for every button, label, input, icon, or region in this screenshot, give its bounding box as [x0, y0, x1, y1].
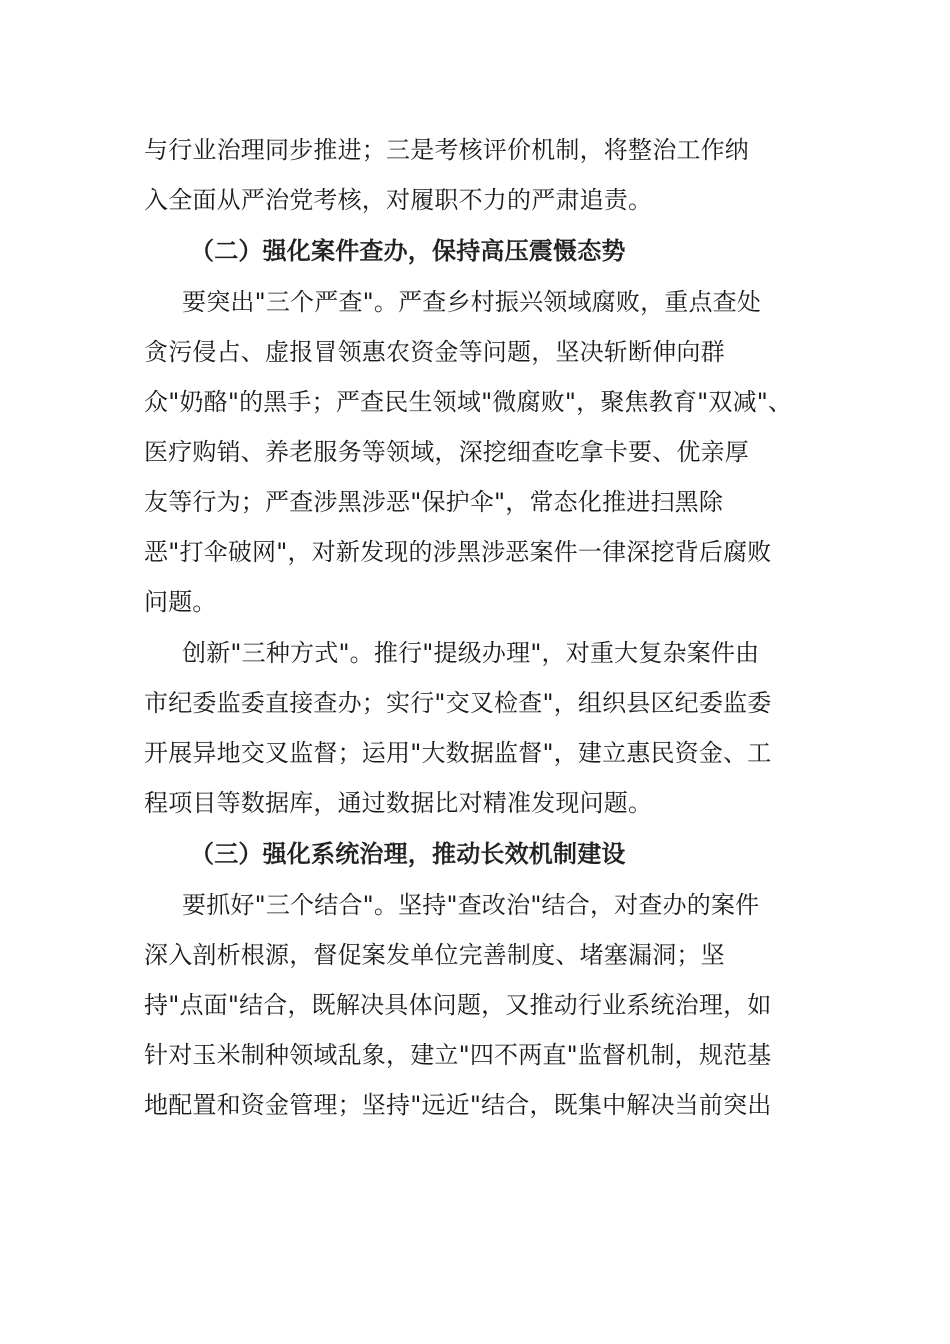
body-text-line: 程项目等数据库，通过数据比对精准发现问题。 [144, 789, 653, 817]
body-text-line: 开展异地交叉监督；运用"大数据监督"，建立惠民资金、工 [144, 739, 772, 767]
paragraph-first-line: 要抓好"三个结合"。坚持"查改治"结合，对查办的案件 [182, 891, 760, 919]
body-text-line: 医疗购销、养老服务等领域，深挖细查吃拿卡要、优亲厚 [144, 438, 749, 466]
section-heading-2: （二）强化案件查办，保持高压震慑态势 [190, 237, 626, 265]
body-text-line: 贪污侵占、虚报冒领惠农资金等问题，坚决斩断伸向群 [144, 338, 725, 366]
body-text-line: 友等行为；严查涉黑涉恶"保护伞"，常态化推进扫黑除 [144, 488, 724, 516]
paragraph-first-line: 要突出"三个严查"。严查乡村振兴领域腐败，重点查处 [182, 288, 762, 316]
body-text-line: 入全面从严治党考核，对履职不力的严肃追责。 [144, 186, 653, 214]
body-text-line: 众"奶酪"的黑手；严查民生领域"微腐败"，聚焦教育"双减"、 [144, 388, 793, 416]
body-text-line: 市纪委监委直接查办；实行"交叉检查"，组织县区纪委监委 [144, 689, 772, 717]
paragraph-first-line: 创新"三种方式"。推行"提级办理"，对重大复杂案件由 [182, 639, 760, 667]
body-text-line: 与行业治理同步推进；三是考核评价机制，将整治工作纳 [144, 136, 749, 164]
body-text-line: 地配置和资金管理；坚持"远近"结合，既集中解决当前突出 [144, 1091, 772, 1119]
body-text-line: 针对玉米制种领域乱象，建立"四不两直"监督机制，规范基 [144, 1041, 772, 1069]
body-text-line: 恶"打伞破网"，对新发现的涉黑涉恶案件一律深挖背后腐败 [144, 538, 772, 566]
body-text-line: 问题。 [144, 588, 217, 616]
body-text-line: 持"点面"结合，既解决具体问题，又推动行业系统治理，如 [144, 991, 772, 1019]
body-text-line: 深入剖析根源，督促案发单位完善制度、堵塞漏洞；坚 [144, 941, 725, 969]
section-heading-3: （三）强化系统治理，推动长效机制建设 [190, 840, 626, 868]
